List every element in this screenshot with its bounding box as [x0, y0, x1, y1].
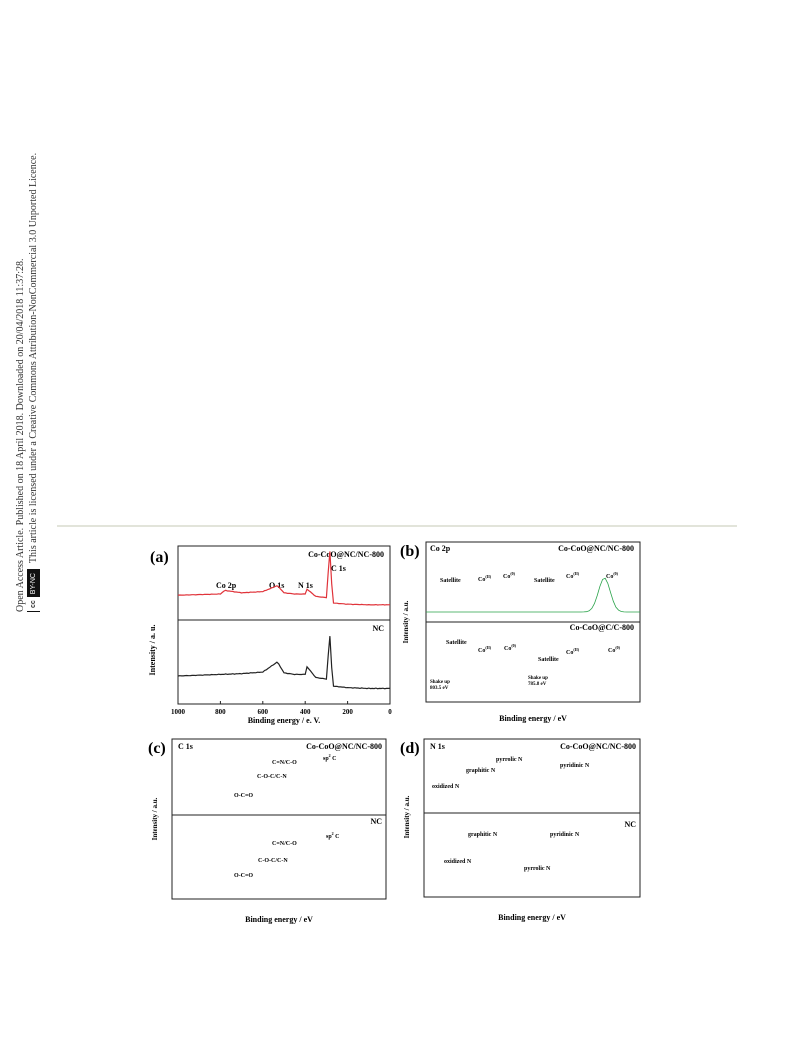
side-note-line1: Open Access Article. Published on 18 April 2018. Downloaded on 20/04/2018 11:37:28. [15, 258, 26, 612]
b-label-shake1-energy: 803.5 eV [430, 686, 449, 691]
x-tick-label: 800 [215, 708, 226, 716]
b-label-shake2: Shake up [528, 676, 548, 681]
b-label-co0-top-2: Co$^{(0)}$ [606, 571, 619, 580]
c-label-sp2-top: $sp^2$ C [323, 753, 337, 762]
panel-b-letter: (b) [400, 543, 420, 560]
panel-a-ylabel: Intensity / a. u. [148, 624, 157, 676]
b-label-co0-bottom-1: Co$^{(0)}$ [504, 643, 517, 652]
panel-c-title-top: Co-CoO@NC/NC-800 [306, 742, 382, 751]
panel-c-ylabel: Intensity / a.u. [151, 797, 159, 841]
b-label-co2-top: $Co^{(II)}$ [478, 574, 492, 583]
panel-d-n1s-spectrum [400, 737, 646, 927]
b-label-shake1: Shake up [430, 680, 450, 685]
panel-d-corner: N 1s [430, 742, 445, 751]
b-label-co2-bottom: $Co^{(II)}$ [478, 645, 492, 654]
d-label-oxidized-top: oxidized N [432, 784, 460, 790]
b-label-satellite-2: Satellite [534, 578, 555, 584]
d-label-graphitic-bottom: graphitic N [468, 832, 498, 838]
side-note-line2: This article is licensed under a Creative Commons Attribution-NonCommercial 3.0 Unported Licence. [28, 152, 39, 564]
d-label-oxidized-bottom: oxidized N [444, 859, 472, 865]
d-label-pyrrolic-bottom: pyrrolic N [524, 866, 551, 872]
panel-d-ylabel: Intensity / a.u. [403, 795, 411, 839]
c-label-oco-bottom: O-C=O [234, 873, 254, 879]
series-line-co-coo-survey [178, 551, 390, 605]
panel-a-survey-spectrum [148, 540, 394, 726]
peak-label-o1s: O 1s [269, 581, 285, 590]
panel-c-title-bottom: NC [370, 817, 382, 826]
peak-label-c1s: C 1s [331, 564, 346, 573]
c-label-sp2-bottom: $sp^2$ C [326, 831, 340, 840]
b-label-co2-bottom-2: $Co^{(II)}$ [566, 647, 580, 656]
b-label-shake2-energy: 785.8 eV [528, 682, 547, 687]
c-label-cn-bottom: C=N/C-O [272, 841, 297, 847]
page-divider [57, 525, 737, 527]
b-label-co0-top-1: Co$^{(0)}$ [503, 571, 516, 580]
x-tick-label: 1000 [171, 708, 185, 716]
panel-d-frame [424, 739, 640, 897]
c-label-coc-bottom: C-O-C/C-N [258, 858, 288, 864]
panel-d-xlabel: Binding energy / eV [498, 913, 566, 922]
side-note-line2-row [27, 153, 40, 612]
side-license-note [14, 153, 40, 612]
panel-a-xlabel: Binding energy / e. V. [247, 716, 321, 725]
panel-c-letter: (c) [148, 740, 166, 757]
x-tick-label: 400 [299, 708, 311, 716]
panel-b-title-top: Co-CoO@NC/NC-800 [558, 544, 634, 553]
panel-a-title-bottom: NC [372, 624, 384, 633]
series-line-nc-survey [178, 636, 390, 689]
panel-c-c1s-spectrum [148, 737, 394, 927]
panel-a-x-ticks [171, 701, 392, 716]
panel-b-corner: Co 2p [430, 544, 451, 553]
c-label-cn-top: C=N/C-O [272, 760, 297, 766]
panel-b-ylabel: Intensity / a.u. [402, 600, 410, 644]
panel-b-co2p-spectrum [400, 540, 646, 726]
x-tick-label: 0 [388, 708, 392, 716]
panel-d-title-bottom: NC [624, 820, 636, 829]
c-label-coc-top: C-O-C/C-N [257, 774, 287, 780]
panel-b-title-bottom: Co-CoO@C/C-800 [569, 623, 634, 632]
panel-a-title-top: Co-CoO@NC/NC-800 [308, 550, 384, 559]
c-label-oco-top: O-C=O [234, 793, 254, 799]
x-tick-label: 600 [257, 708, 269, 716]
peak-label-co2p: Co 2p [216, 581, 237, 590]
b-label-satellite-3: Satellite [446, 640, 467, 646]
d-label-pyridinic-bottom: pyridinic N [550, 832, 580, 838]
b-label-satellite-1: Satellite [440, 578, 461, 584]
x-tick-label: 200 [342, 708, 353, 716]
d-label-pyrrolic-top: pyrrolic N [496, 757, 523, 763]
cc-badge-left: cc [27, 597, 40, 611]
b-label-satellite-4: Satellite [538, 657, 559, 663]
d-label-pyridinic-top: pyridinic N [560, 763, 590, 769]
panel-d-letter: (d) [400, 740, 420, 757]
panel-a-letter: (a) [150, 549, 169, 566]
peak-label-n1s: N 1s [298, 581, 313, 590]
b-label-co0-bottom-2: Co$^{(0)}$ [608, 645, 621, 654]
b-label-co2-top-2: $Co^{(II)}$ [566, 571, 580, 580]
panel-b-xlabel: Binding energy / eV [499, 714, 567, 723]
panel-d-title-top: Co-CoO@NC/NC-800 [560, 742, 636, 751]
cc-by-nc-badge[interactable] [27, 569, 40, 612]
cc-badge-right: BY-NC [27, 570, 40, 597]
panel-c-corner: C 1s [178, 742, 193, 751]
panel-c-xlabel: Binding energy / eV [245, 915, 313, 924]
panel-a-frame [178, 546, 390, 704]
d-label-graphitic-top: graphitic N [466, 768, 496, 774]
